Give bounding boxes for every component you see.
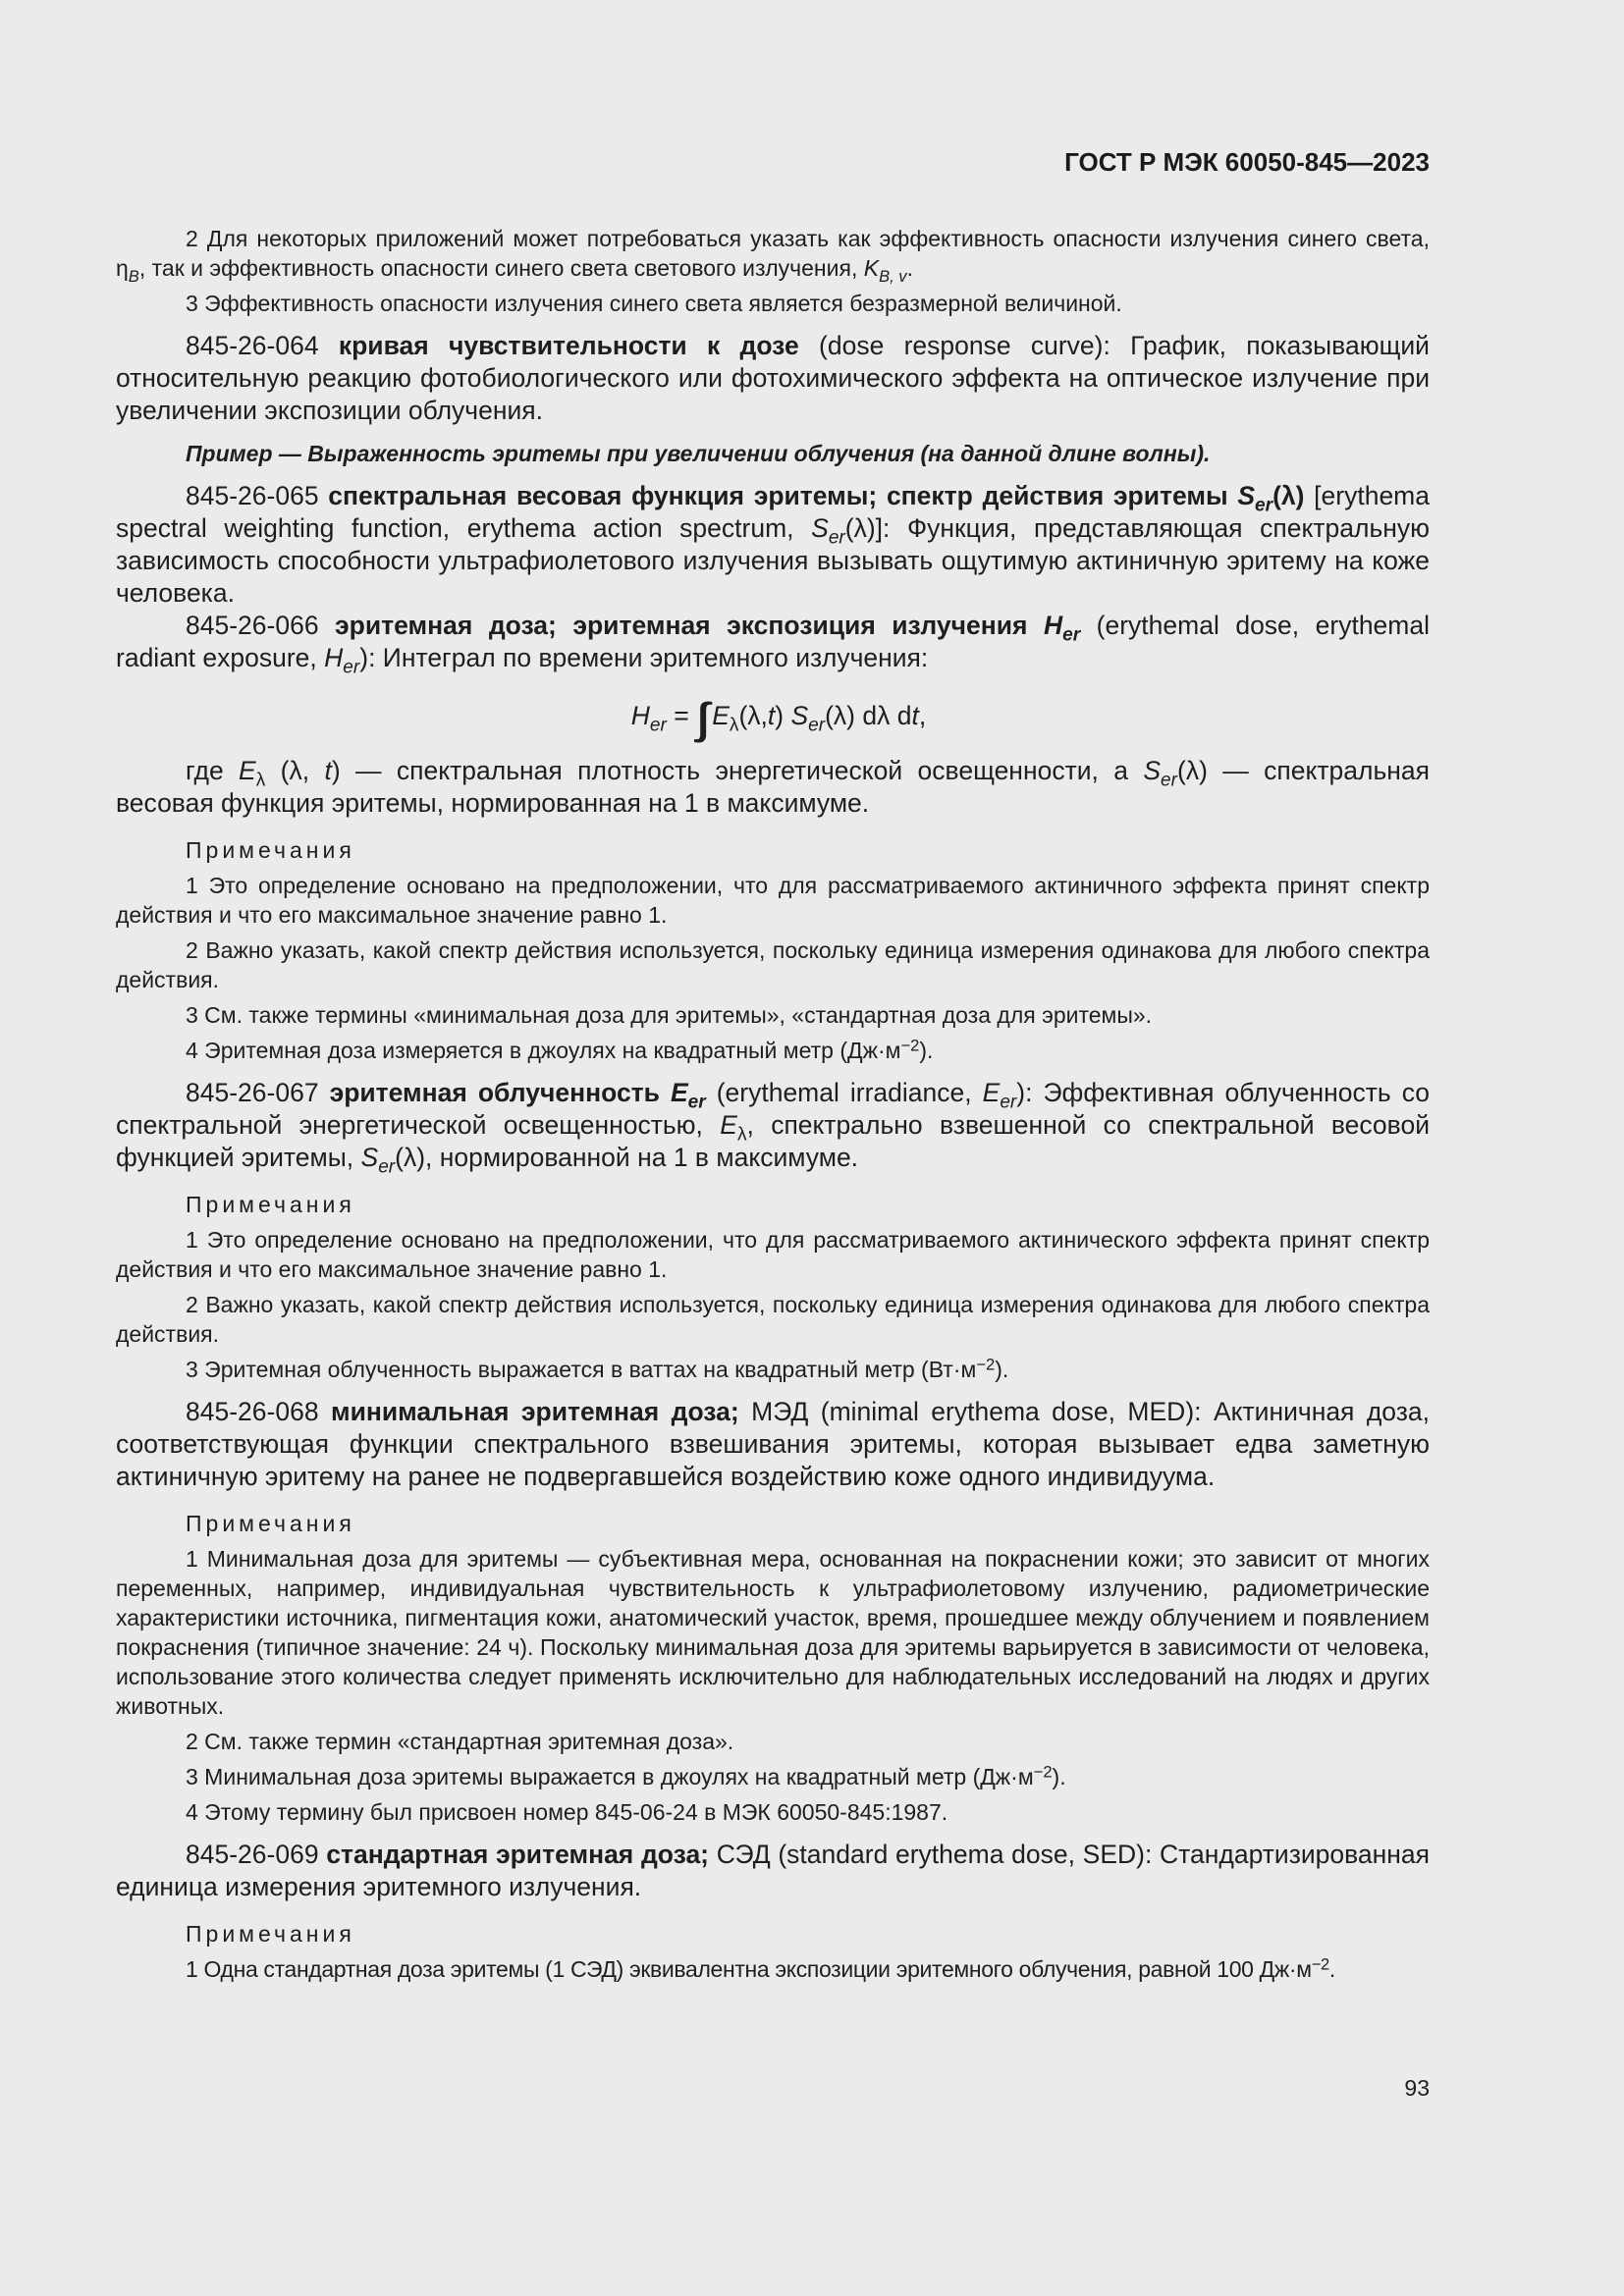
term-entry-067: 845-26-067 эритемная облученность $E_{er}$ (erythemal irradiance, $E_{er}$): Эффективная облученность со спектральной энергетической освещенностью, $E_\lambda$, спектрально взвешенной со спектральной весовой функцией эритемы, $S_{er}(\lambda)$, нормированной на 1 в максимуме.	[116, 1078, 1430, 1178]
document-header: ГОСТ Р МЭК 60050-845—2023	[1064, 147, 1430, 177]
term-entry-069: 845-26-069 стандартная эритемная доза; СЭД (standard erythema dose, SED): Стандартизированная единица измерения эритемного излучения.	[116, 1840, 1430, 1901]
note-paragraph: 2 Важно указать, какой спектр действия используется, поскольку единица измерения одинакова для любого спектра действия.	[116, 937, 1430, 992]
formula-explanation: где $E_\lambda$ (λ, t) — спектральная плотность энергетической освещенности, а $S_{er}(\lambda)$ — спектральная весовая функция эритемы, нормированная на 1 в максимуме.	[116, 756, 1430, 818]
term-entry-068: 845-26-068 минимальная эритемная доза; МЭД (minimal erythema dose, MED): Актиничная доза, соответствующая функции спектрального взвешивания эритемы, которая вызывает едва заметную актиничную эритему на ранее не подвергавшейся воздействию коже одного индивидуума.	[116, 1397, 1430, 1491]
note-paragraph: 1 Минимальная доза для эритемы — субъективная мера, основанная на покраснении кожи; это зависит от многих переменных, например, индивидуальная чувствительность к ультрафиолетовому излучению, радиометрические характеристики источника, пигментация кожи, анатомический участок, время, прошедшее между облучением и появлением покраснения (типичное значение: 24 ч). Поскольку минимальная доза для эритемы варьируется в зависимости от человека, использование этого количества следует применять исключительно для наблюдательных исследований на людях и других животных.	[116, 1546, 1430, 1719]
term-entry-066: 845-26-066 эритемная доза; эритемная экспозиция излучения $H_{er}$ (erythemal dose, erythemal radiant exposure, $H_{er}$): Интеграл по времени эритемного излучения:	[116, 611, 1430, 678]
term-entry-064: 845-26-064 кривая чувствительности к дозе (dose response curve): График, показывающий относительную реакцию фотобиологического или фотохимического эффекта на оптическое излучение при увеличении экспозиции облучения.	[116, 331, 1430, 425]
note-paragraph: 4 Эритемная доза измеряется в джоулях на квадратный метр $(Дж\cdot м^{-2})$.	[186, 1036, 934, 1063]
formula-erythemal-dose: $H_{er}$ = ∫∫ $E_\lambda(\lambda,t)$ $S_{er}(\lambda)$ dλ dt,	[630, 695, 927, 743]
page-body	[116, 145, 1430, 1984]
note-paragraph: 1 Это определение основано на предположении, что для рассматриваемого актинического эффекта принят спектр действия и что его максимальное значение равно 1.	[116, 1227, 1430, 1282]
note-paragraph: 2 Важно указать, какой спектр действия используется, поскольку единица измерения одинакова для любого спектра действия.	[116, 1292, 1430, 1347]
note-paragraph: 3 См. также термины «минимальная доза для эритемы», «стандартная доза для эритемы».	[186, 1002, 1153, 1028]
term-entry-065: 845-26-065 спектральная весовая функция эритемы; спектр действия эритемы $S_{er}(\lambda)$ [erythema spectral weighting function, erythema action spectrum, $S_{er}(\lambda)$]: Функция, представляющая спектральную зависимость способности ультрафиолетового излучения вызывать ощутимую актиничную эритему на коже человека.	[116, 481, 1431, 608]
notes-heading: Примечания	[186, 837, 355, 863]
note-paragraph: 3 Минимальная доза эритемы выражается в джоулях на квадратный метр $(Дж\cdot м^{-2})$.	[186, 1762, 1066, 1789]
note-paragraph: 2 См. также термин «стандартная эритемная доза».	[186, 1729, 734, 1754]
notes-heading: Примечания	[186, 1921, 355, 1947]
note-paragraph: 3 Эффективность опасности излучения синего света является безразмерной величиной.	[186, 291, 1122, 316]
notes-heading: Примечания	[186, 1511, 355, 1536]
page-number: 93	[1404, 2075, 1430, 2101]
example-text: Пример — Выраженность эритемы при увеличении облучения (на данной длине волны).	[186, 441, 1211, 466]
double-integral-symbol: ∫∫	[696, 695, 701, 743]
note-paragraph: 2 Для некоторых приложений может потребоваться указать как эффективность опасности излучения синего света, $\eta_B$, так и эффективность опасности синего света светового излучения, $K_{B, v}$.	[116, 226, 1430, 286]
note-paragraph: 4 Этому термину был присвоен номер 845-06-24 в МЭК 60050-845:1987.	[186, 1799, 948, 1825]
note-paragraph: 1 Это определение основано на предположении, что для рассматриваемого актиничного эффекта принят спектр действия и что его максимальное значение равно 1.	[116, 873, 1430, 928]
notes-heading: Примечания	[186, 1192, 355, 1217]
note-paragraph: 3 Эритемная облученность выражается в ваттах на квадратный метр $(Вт\cdot м^{-2})$.	[186, 1355, 1009, 1382]
note-paragraph: 1 Одна стандартная доза эритемы (1 СЭД) эквивалентна экспозиции эритемного облучения, равной 100 $Дж\cdot м^{-2}$.	[186, 1954, 1335, 1982]
